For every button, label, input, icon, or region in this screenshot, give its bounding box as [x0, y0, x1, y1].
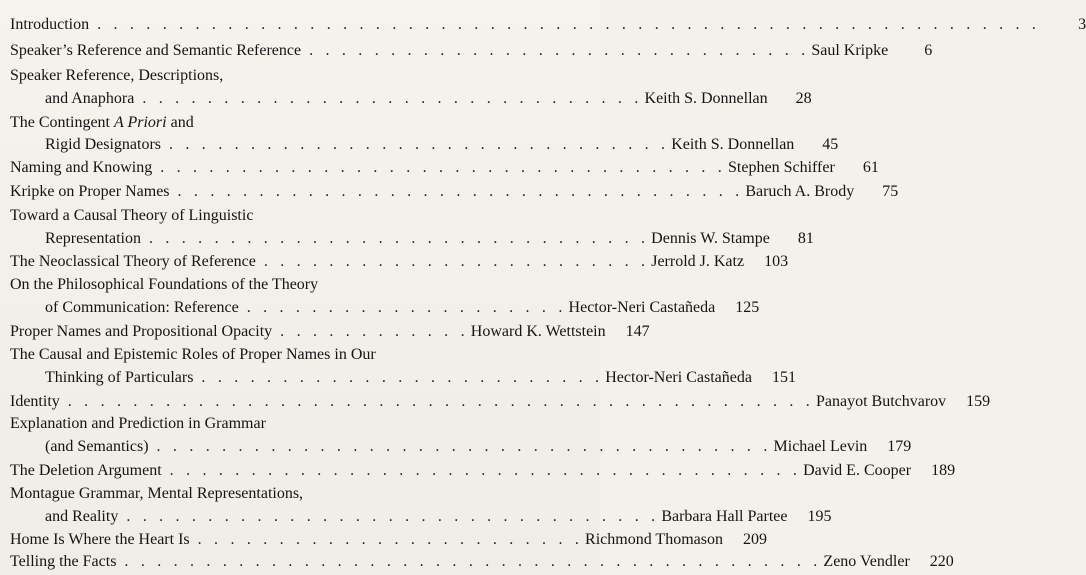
entry-title: The Neoclassical Theory of Reference [10, 253, 256, 270]
entry-title: On the Philosophical Foundations of the Theory [10, 276, 319, 293]
entry-title-continued: Thinking of Particulars [45, 369, 194, 386]
entry-author: Keith S. Donnellan [644, 90, 768, 107]
entry-author: Dennis W. Stampe [651, 230, 770, 247]
page-number: 147 [625, 323, 650, 340]
toc-entry [0, 14, 1086, 36]
toc-entry [0, 65, 600, 87]
entry-title-continued: (and Semantics) [45, 438, 149, 455]
entry-author: Stephen Schiffer [728, 159, 835, 176]
dot-leader: . . . . . . . . . . . . . . . . . . . . . . . . . . . . . . . . . . . . . . . [169, 462, 802, 479]
entry-title: The Contingent A Priori and [10, 114, 194, 131]
toc-entry-continued [0, 88, 812, 110]
entry-title: Montague Grammar, Mental Representations, [10, 485, 304, 502]
dot-leader: . . . . . . . . . . . . . . . . . . . . . . . . . . . . . . . [142, 90, 643, 107]
toc-entry-continued [0, 297, 760, 319]
toc-entry [0, 551, 954, 573]
entry-title-continued: of Communication: Reference [45, 299, 239, 316]
toc-entry [0, 112, 600, 134]
entry-title-continued: and Reality [45, 508, 119, 525]
page-number: 151 [771, 369, 796, 386]
entry-author: Saul Kripke [811, 42, 889, 59]
dot-leader: . . . . . . . . . . . . . . . . . . . . . . . . . . . . . . . . . [126, 508, 660, 525]
entry-title: The Causal and Epistemic Roles of Proper Names in Our [10, 346, 376, 363]
page-number: 81 [797, 230, 814, 247]
page-number: 103 [764, 253, 789, 270]
entry-author: Michael Levin [773, 438, 868, 455]
toc-entry-continued [0, 436, 912, 458]
toc-entry [0, 460, 956, 482]
toc-entry [0, 157, 879, 179]
page-number: 220 [929, 553, 954, 570]
entry-title: Home Is Where the Heart Is [10, 531, 190, 548]
entry-author: David E. Cooper [803, 462, 912, 479]
entry-title: Naming and Knowing [10, 159, 153, 176]
entry-title: Introduction [10, 16, 90, 33]
dot-leader: . . . . . . . . . . . . . . . . . . . . . . . . . . . . . . . . . . . . . . . . . . . . . . . . . . . . . . . . . . [97, 16, 1041, 33]
page-number: 179 [887, 438, 912, 455]
italic-phrase: A Priori [113, 114, 167, 131]
toc-entry [0, 529, 767, 551]
entry-title-continued: Rigid Designators [45, 136, 161, 153]
toc-entry-continued [0, 134, 839, 156]
page-number: 61 [862, 159, 879, 176]
dot-leader: . . . . . . . . . . . . . . . . . . . . . . . . . . . . . . . . . . . [177, 183, 744, 200]
page-number: 75 [882, 183, 899, 200]
entry-title: Identity [10, 393, 60, 410]
page-number: 209 [742, 531, 767, 548]
page-number: 195 [807, 508, 832, 525]
page-number: 45 [822, 136, 839, 153]
toc-entry-continued [0, 228, 814, 250]
entry-author: Zeno Vendler [823, 553, 910, 570]
entry-author: Hector-Neri Castañeda [568, 299, 716, 316]
entry-author: Barbara Hall Partee [661, 508, 788, 525]
entry-title-continued: and Anaphora [45, 90, 135, 107]
dot-leader: . . . . . . . . . . . . . . . . . . . . . . . . . . . . . . . [309, 42, 810, 59]
toc-entry [0, 413, 600, 435]
entry-title: Telling the Facts [10, 553, 117, 570]
dot-leader: . . . . . . . . . . . . . . . . . . . . . . . . . . . . . . . . . . . . . . . . . . . [124, 553, 822, 570]
entry-author: Howard K. Wettstein [470, 323, 606, 340]
toc-entry-continued [0, 367, 796, 389]
dot-leader: . . . . . . . . . . . . . . . . . . . . [246, 299, 567, 316]
entry-title: Speaker Reference, Descriptions, [10, 67, 224, 84]
dot-leader: . . . . . . . . . . . . . . . . . . . . . . . . [263, 253, 650, 270]
toc-entry-continued [0, 506, 832, 528]
toc-entry [0, 205, 600, 227]
toc-entry [0, 321, 650, 343]
dot-leader: . . . . . . . . . . . . . . . . . . . . . . . . . [201, 369, 604, 386]
toc-entry [0, 391, 991, 413]
entry-title: Explanation and Prediction in Grammar [10, 415, 266, 432]
toc-entry [0, 274, 600, 296]
toc-entry [0, 181, 899, 203]
dot-leader: . . . . . . . . . . . . [280, 323, 469, 340]
toc-entry [0, 251, 789, 273]
entry-title: Toward a Causal Theory of Linguistic [10, 207, 254, 224]
entry-title: The Deletion Argument [10, 462, 162, 479]
dot-leader: . . . . . . . . . . . . . . . . . . . . . . . . [197, 531, 584, 548]
toc-entry [0, 344, 600, 366]
page-number: 189 [931, 462, 956, 479]
dot-leader: . . . . . . . . . . . . . . . . . . . . . . . . . . . . . . . [148, 230, 650, 247]
entry-author: Richmond Thomason [585, 531, 723, 548]
page-number: 6 [924, 42, 933, 59]
page-number: 28 [795, 90, 812, 107]
entry-author: Keith S. Donnellan [671, 136, 795, 153]
entry-author: Panayot Butchvarov [815, 393, 947, 410]
entry-title: Kripke on Proper Names [10, 183, 170, 200]
entry-author: Jerrold J. Katz [651, 253, 745, 270]
page-number: 125 [735, 299, 760, 316]
dot-leader: . . . . . . . . . . . . . . . . . . . . . . . . . . . . . . . . . . . [160, 159, 727, 176]
entry-title-continued: Representation [45, 230, 141, 247]
dot-leader: . . . . . . . . . . . . . . . . . . . . . . . . . . . . . . . [169, 136, 670, 153]
toc-entry [0, 40, 933, 62]
toc-entry [0, 483, 600, 505]
page-number: 3 [1078, 16, 1086, 33]
page-number: 159 [966, 393, 991, 410]
dot-leader: . . . . . . . . . . . . . . . . . . . . . . . . . . . . . . . . . . . . . . . . . . . . . . [67, 393, 814, 410]
entry-author: Hector-Neri Castañeda [605, 369, 752, 386]
entry-title: Proper Names and Propositional Opacity [10, 323, 273, 340]
dot-leader: . . . . . . . . . . . . . . . . . . . . . . . . . . . . . . . . . . . . . . [156, 438, 772, 455]
entry-author: Baruch A. Brody [745, 183, 855, 200]
entry-title: Speaker’s Reference and Semantic Reference [10, 42, 302, 59]
